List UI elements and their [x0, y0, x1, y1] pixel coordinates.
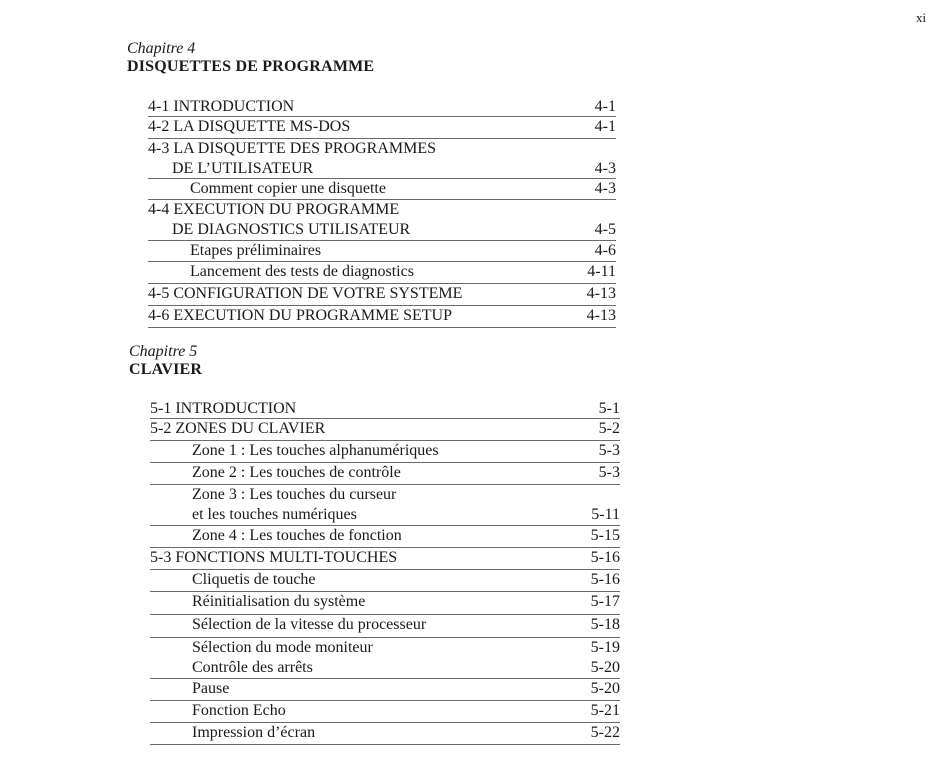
toc-entry-page: 5-16 — [590, 571, 620, 588]
toc-entry-label: Zone 4 : Les touches de fonction — [192, 527, 402, 544]
toc-entry-page: 5-17 — [590, 593, 620, 610]
toc-entry-label: Sélection du mode moniteur — [192, 639, 373, 656]
toc-entry-label: Impression d’écran — [192, 724, 316, 741]
toc-entry — [150, 441, 620, 463]
toc-entry — [150, 485, 620, 505]
toc-entry-label: Etapes préliminaires — [190, 242, 322, 259]
toc-entry-label: 4-2 LA DISQUETTE MS-DOS — [148, 118, 351, 135]
toc-entry — [150, 548, 620, 570]
toc-entry — [148, 97, 616, 117]
toc-entry-page: 5-3 — [598, 464, 620, 481]
chapter-4-toc — [148, 97, 616, 328]
toc-entry-page: 5-19 — [590, 639, 620, 656]
toc-entry — [148, 220, 616, 241]
toc-entry — [148, 306, 616, 328]
toc-entry — [150, 701, 620, 723]
toc-entry-page: 4-13 — [586, 307, 616, 324]
toc-entry-page: 5-16 — [590, 549, 620, 566]
toc-entry-label: 5-3 FONCTIONS MULTI-TOUCHES — [150, 549, 398, 566]
chapter-5-toc — [150, 399, 620, 745]
toc-entry-page: 4-13 — [586, 285, 616, 302]
toc-entry-label: et les touches numériques — [192, 506, 357, 523]
toc-entry-label: DE DIAGNOSTICS UTILISATEUR — [172, 221, 411, 238]
toc-entry — [148, 179, 616, 200]
toc-entry-label: Zone 2 : Les touches de contrôle — [192, 464, 401, 481]
toc-entry-page: 4-11 — [587, 263, 616, 280]
toc-entry-page: 5-3 — [598, 442, 620, 459]
toc-entry-page: 5-22 — [590, 724, 620, 741]
toc-entry-label: 4-3 LA DISQUETTE DES PROGRAMMES — [148, 140, 437, 157]
chapter-title: CLAVIER — [129, 361, 203, 378]
toc-entry — [150, 679, 620, 701]
toc-entry-page: 4-3 — [594, 180, 616, 197]
toc-entry-label: Comment copier une disquette — [190, 180, 386, 197]
toc-entry — [148, 241, 616, 262]
toc-entry-label: Fonction Echo — [192, 702, 286, 719]
toc-entry-page: 5-1 — [598, 400, 620, 417]
toc-entry-label: 4-6 EXECUTION DU PROGRAMME SETUP — [148, 307, 453, 324]
toc-entry — [150, 570, 620, 592]
toc-entry-page: 5-18 — [590, 616, 620, 633]
toc-entry-label: 4-1 INTRODUCTION — [148, 98, 295, 115]
toc-entry-page: 4-1 — [594, 118, 616, 135]
toc-entry — [150, 723, 620, 745]
toc-entry-label: Zone 1 : Les touches alphanumériques — [192, 442, 439, 459]
toc-entry — [150, 399, 620, 419]
toc-entry-page: 5-21 — [590, 702, 620, 719]
toc-entry-label: 4-4 EXECUTION DU PROGRAMME — [148, 201, 400, 218]
toc-entry-page: 4-3 — [594, 160, 616, 177]
toc-entry-label: Réinitialisation du système — [192, 593, 366, 610]
toc-entry-label: Contrôle des arrêts — [192, 659, 313, 676]
toc-entry-label: 4-5 CONFIGURATION DE VOTRE SYSTEME — [148, 285, 463, 302]
toc-entry-label: 5-2 ZONES DU CLAVIER — [150, 420, 326, 437]
toc-entry-label: Pause — [192, 680, 230, 697]
toc-entry — [150, 638, 620, 658]
toc-entry — [150, 658, 620, 679]
toc-entry-label: Lancement des tests de diagnostics — [190, 263, 414, 280]
toc-entry — [148, 139, 616, 159]
toc-entry-page: 5-20 — [590, 680, 620, 697]
chapter-label: Chapitre 5 — [129, 343, 198, 360]
toc-entry — [148, 117, 616, 139]
toc-entry — [150, 615, 620, 638]
toc-entry-label: Cliquetis de touche — [192, 571, 316, 588]
chapter-label: Chapitre 4 — [127, 40, 196, 57]
toc-entry — [148, 262, 616, 284]
chapter-5-heading — [129, 343, 202, 379]
chapter-title: DISQUETTES DE PROGRAMME — [127, 58, 375, 75]
page-number: xi — [916, 10, 927, 25]
toc-entry-page: 4-5 — [594, 221, 616, 238]
toc-entry — [150, 592, 620, 615]
toc-entry — [148, 159, 616, 179]
toc-entry — [148, 200, 616, 220]
toc-entry — [150, 463, 620, 485]
toc-entry — [150, 505, 620, 526]
chapter-4-heading — [127, 40, 374, 76]
toc-entry — [150, 526, 620, 548]
toc-entry-page: 4-1 — [594, 98, 616, 115]
toc-entry-label: Sélection de la vitesse du processeur — [192, 616, 427, 633]
toc-entry — [148, 284, 616, 306]
toc-entry — [150, 419, 620, 441]
toc-entry-page: 4-6 — [594, 242, 616, 259]
toc-entry-label: Zone 3 : Les touches du curseur — [192, 486, 397, 503]
toc-entry-page: 5-2 — [598, 420, 620, 437]
toc-entry-page: 5-11 — [591, 506, 620, 523]
toc-entry-page: 5-20 — [590, 659, 620, 676]
toc-entry-label: DE L’UTILISATEUR — [172, 160, 314, 177]
toc-entry-page: 5-15 — [590, 527, 620, 544]
toc-entry-label: 5-1 INTRODUCTION — [150, 400, 297, 417]
